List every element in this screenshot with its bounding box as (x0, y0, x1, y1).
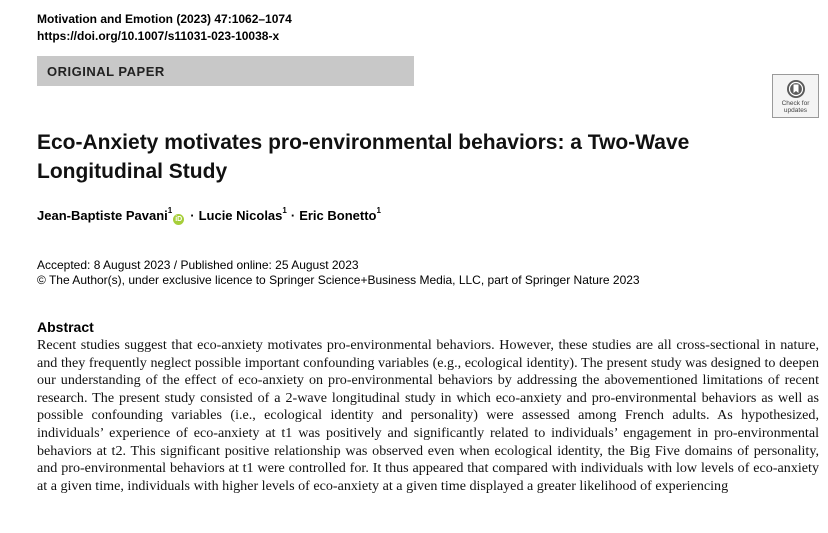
affiliation-marker: 1 (167, 206, 173, 215)
journal-header (37, 11, 292, 45)
publication-dates (37, 258, 640, 288)
author-list (37, 208, 381, 225)
author-separator: · (290, 208, 296, 223)
bookmark-icon (786, 79, 806, 99)
author-name[interactable]: Eric Bonetto (299, 208, 377, 223)
abstract-text: Recent studies suggest that eco-anxiety motivates pro-environmental behaviors. However, these studies are all cross-sectional in nature, and they frequently neglect possible important confounding variables (e.g., ecological identity). The present study was designed to deepen our understanding of the effect of eco-anxiety on pro-environmental behaviors by addressing the abovementioned limitations of recent research. The present study consisted of a 2-wave longitudinal study in which eco-anxiety and pro-environmental behaviors as well as possible confounding variables (i.e., ecological identity and personality) were assessed among French adults. As hypothesized, individuals’ experience of eco-anxiety at t1 was positively and significantly related to individuals’ engagement in pro-environmental behaviors at t2. This significant positive relationship was observed even when ecological identity, the Big Five domains of personality, and pro-environmental behaviors at t1 were controlled for. It thus appeared that compared with individuals with low levels of eco-anxiety at a given time, individuals with higher levels of eco-anxiety at a given time displayed a greater likelihood of experiencing (37, 337, 819, 494)
section-label: ORIGINAL PAPER (37, 56, 414, 86)
copyright-line: © The Author(s), under exclusive licence to Springer Science+Business Media, LLC, part of Springer Nature 2023 (37, 273, 640, 287)
author-name[interactable]: Lucie Nicolas (198, 208, 283, 223)
author-name[interactable]: Jean-Baptiste Pavani (37, 208, 168, 223)
check-for-updates-button[interactable] (772, 74, 819, 118)
author-separator: · (190, 208, 195, 223)
orcid-icon[interactable]: iD (175, 216, 183, 223)
journal-citation: Motivation and Emotion (2023) 47:1062–1074 (37, 12, 292, 26)
affiliation-marker: 1 (282, 206, 287, 215)
abstract-heading: Abstract (37, 319, 94, 335)
check-for-updates-label: Check for updates (781, 100, 810, 114)
paper-title: Eco-Anxiety motivates pro-environmental behaviors: a Two-Wave Longitudinal Study (37, 131, 690, 183)
affiliation-marker: 1 (376, 206, 381, 215)
accepted-published-line: Accepted: 8 August 2023 / Published online: 25 August 2023 (37, 258, 359, 272)
doi-link[interactable]: https://doi.org/10.1007/s11031-023-10038-x (37, 29, 280, 43)
